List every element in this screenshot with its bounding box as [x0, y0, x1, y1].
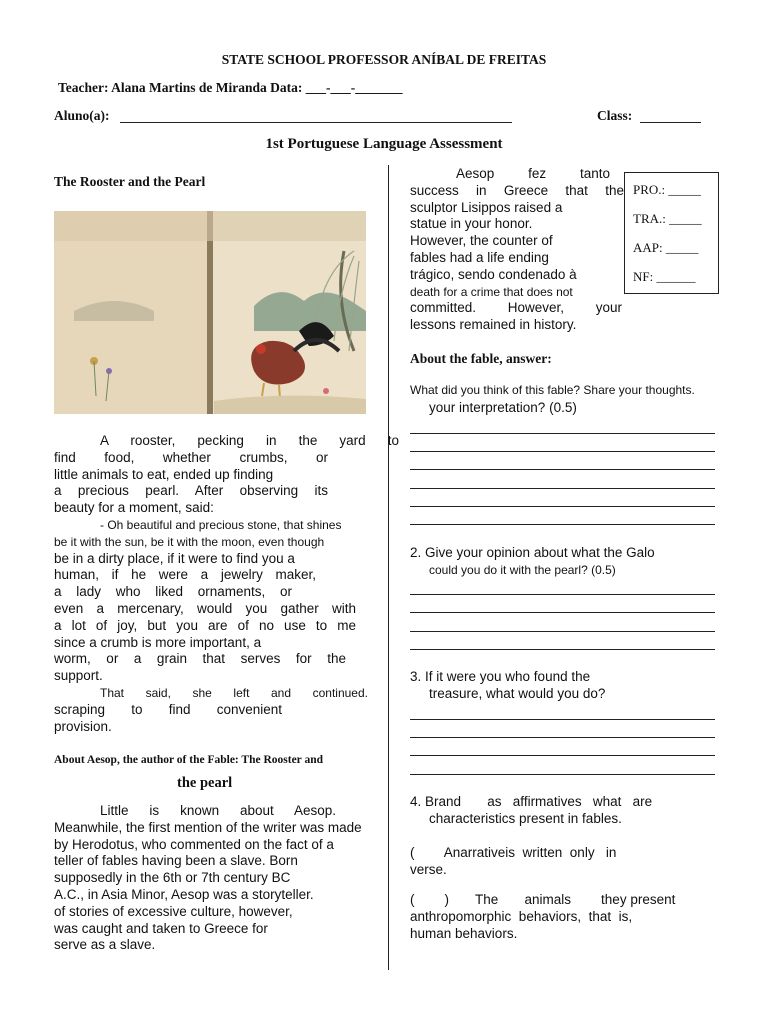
q3-answer-line[interactable] [410, 755, 715, 756]
fable-line: support. [54, 668, 103, 684]
aesop-line: A.C., in Asia Minor, Aesop was a storyteller. [54, 886, 314, 902]
q1-answer-line[interactable] [410, 451, 715, 452]
aesop-cont-line: lessons remained in history. [410, 317, 577, 333]
aesop-line: of stories of excessive culture, however, [54, 903, 293, 919]
aesop-line: Little is known about Aesop. [100, 803, 336, 818]
quote-line: - Oh beautiful and precious stone, that shines [100, 517, 342, 532]
aesop-cont-line: sculptor Lisippos raised a [410, 199, 563, 215]
teacher-line: Teacher: Alana Martins de Miranda Data: ___-___-_______ [58, 80, 403, 95]
aesop-cont-line: statue in your honor. [410, 216, 533, 232]
fable-line: find food, whether crumbs, or [54, 449, 328, 465]
aesop-cont-line: fables had a life ending [410, 249, 549, 265]
q1-text-cont: your interpretation? (0.5) [429, 400, 577, 415]
fable-line: a lot of joy, but you are of no use to me [54, 617, 356, 633]
aesop-line: by Herodotus, who commented on the fact of a [54, 836, 334, 852]
option-1-cont: verse. [410, 862, 447, 877]
aesop-line: Meanwhile, the first mention of the writer was made [54, 819, 362, 835]
aesop-line: supposedly in the 6th or 7th century BC [54, 870, 291, 886]
aesop-heading-2: the pearl [177, 775, 233, 791]
grade-tra: TRA.: _____ [633, 211, 702, 226]
fable-illustration [54, 211, 366, 414]
q4-text-cont: characteristics present in fables. [429, 811, 622, 826]
q3-text: 3. If it were you who found the [410, 669, 591, 684]
fable-line: provision. [54, 718, 112, 734]
q1-answer-line[interactable] [410, 506, 715, 507]
q2-answer-line[interactable] [410, 631, 715, 632]
grade-pro: PRO.: _____ [633, 182, 701, 197]
option-2-cont: anthropomorphic behaviors, that is, [410, 909, 633, 924]
q3-text-cont: treasure, what would you do? [429, 686, 606, 701]
option-2[interactable]: ( ) The animals they present [410, 892, 676, 907]
questions-heading: About the fable, answer: [410, 351, 552, 366]
aesop-cont-line: Aesop fez tanto [456, 166, 610, 181]
fable-line: beauty for a moment, said: [54, 500, 214, 516]
grade-box [624, 172, 719, 294]
fable-line: scraping to find convenient [54, 701, 282, 717]
grade-aap: AAP: _____ [633, 240, 699, 255]
option-1[interactable]: ( Anarrativeis written only in [410, 845, 617, 860]
q1-text: What did you think of this fable? Share your thoughts. [410, 383, 695, 397]
aesop-line: teller of fables having been a slave. Born [54, 853, 298, 869]
fable-line: since a crumb is more important, a [54, 634, 262, 650]
aesop-cont-line: However, the counter of [410, 233, 553, 249]
q2-answer-line[interactable] [410, 594, 715, 595]
q3-answer-line[interactable] [410, 737, 715, 738]
fable-line: a precious pearl. After observing its [54, 483, 328, 499]
q1-answer-line[interactable] [410, 469, 715, 470]
fable-line: be in a dirty place, if it were to find you a [54, 550, 295, 566]
option-2-cont: human behaviors. [410, 926, 518, 941]
student-name-line [120, 122, 512, 123]
fable-line: a lady who liked ornaments, or [54, 584, 292, 600]
aesop-line: was caught and taken to Greece for [54, 920, 268, 936]
q2-text-cont: could you do it with the pearl? (0.5) [429, 563, 616, 577]
class-label: Class: [597, 108, 633, 123]
aesop-cont-line: death for a crime that does not [410, 284, 573, 299]
quote-line: be it with the sun, be it with the moon, even though [54, 534, 325, 549]
fable-line: even a mercenary, would you gather with [54, 600, 356, 616]
aesop-line: serve as a slave. [54, 937, 156, 953]
school-name: STATE SCHOOL PROFESSOR ANÍBAL DE FREITAS [221, 52, 547, 67]
student-label: Aluno(a): [54, 108, 110, 123]
q1-answer-line[interactable] [410, 488, 715, 489]
q2-answer-line[interactable] [410, 612, 715, 613]
q1-answer-line[interactable] [410, 433, 715, 434]
assessment-title: 1st Portuguese Language Assessment [265, 136, 503, 152]
fable-title: The Rooster and the Pearl [54, 174, 206, 189]
q3-answer-line[interactable] [410, 774, 715, 775]
fable-line: worm, or a grain that serves for the [54, 651, 346, 667]
fable-line: human, if he were a jewelry maker, [54, 567, 316, 583]
aesop-cont-line: committed. However, your [410, 300, 622, 316]
q2-answer-line[interactable] [410, 649, 715, 650]
class-line [640, 122, 701, 123]
said-line: That said, she left and continued. [100, 685, 368, 700]
fable-line: little animals to eat, ended up finding [54, 466, 274, 482]
q1-answer-line[interactable] [410, 524, 715, 525]
q4-text: 4. Brand as affirmatives what are [410, 794, 653, 809]
grade-nf: NF: ______ [633, 269, 696, 284]
fable-line: A rooster, pecking in the yard to [100, 433, 399, 448]
aesop-heading-1: About Aesop, the author of the Fable: The Rooster and [54, 754, 323, 766]
q3-answer-line[interactable] [410, 719, 715, 720]
aesop-cont-line: success in Greece that the [410, 182, 624, 198]
aesop-cont-line: trágico, sendo condenado à [410, 266, 577, 282]
q2-text: 2. Give your opinion about what the Galo [410, 545, 655, 560]
